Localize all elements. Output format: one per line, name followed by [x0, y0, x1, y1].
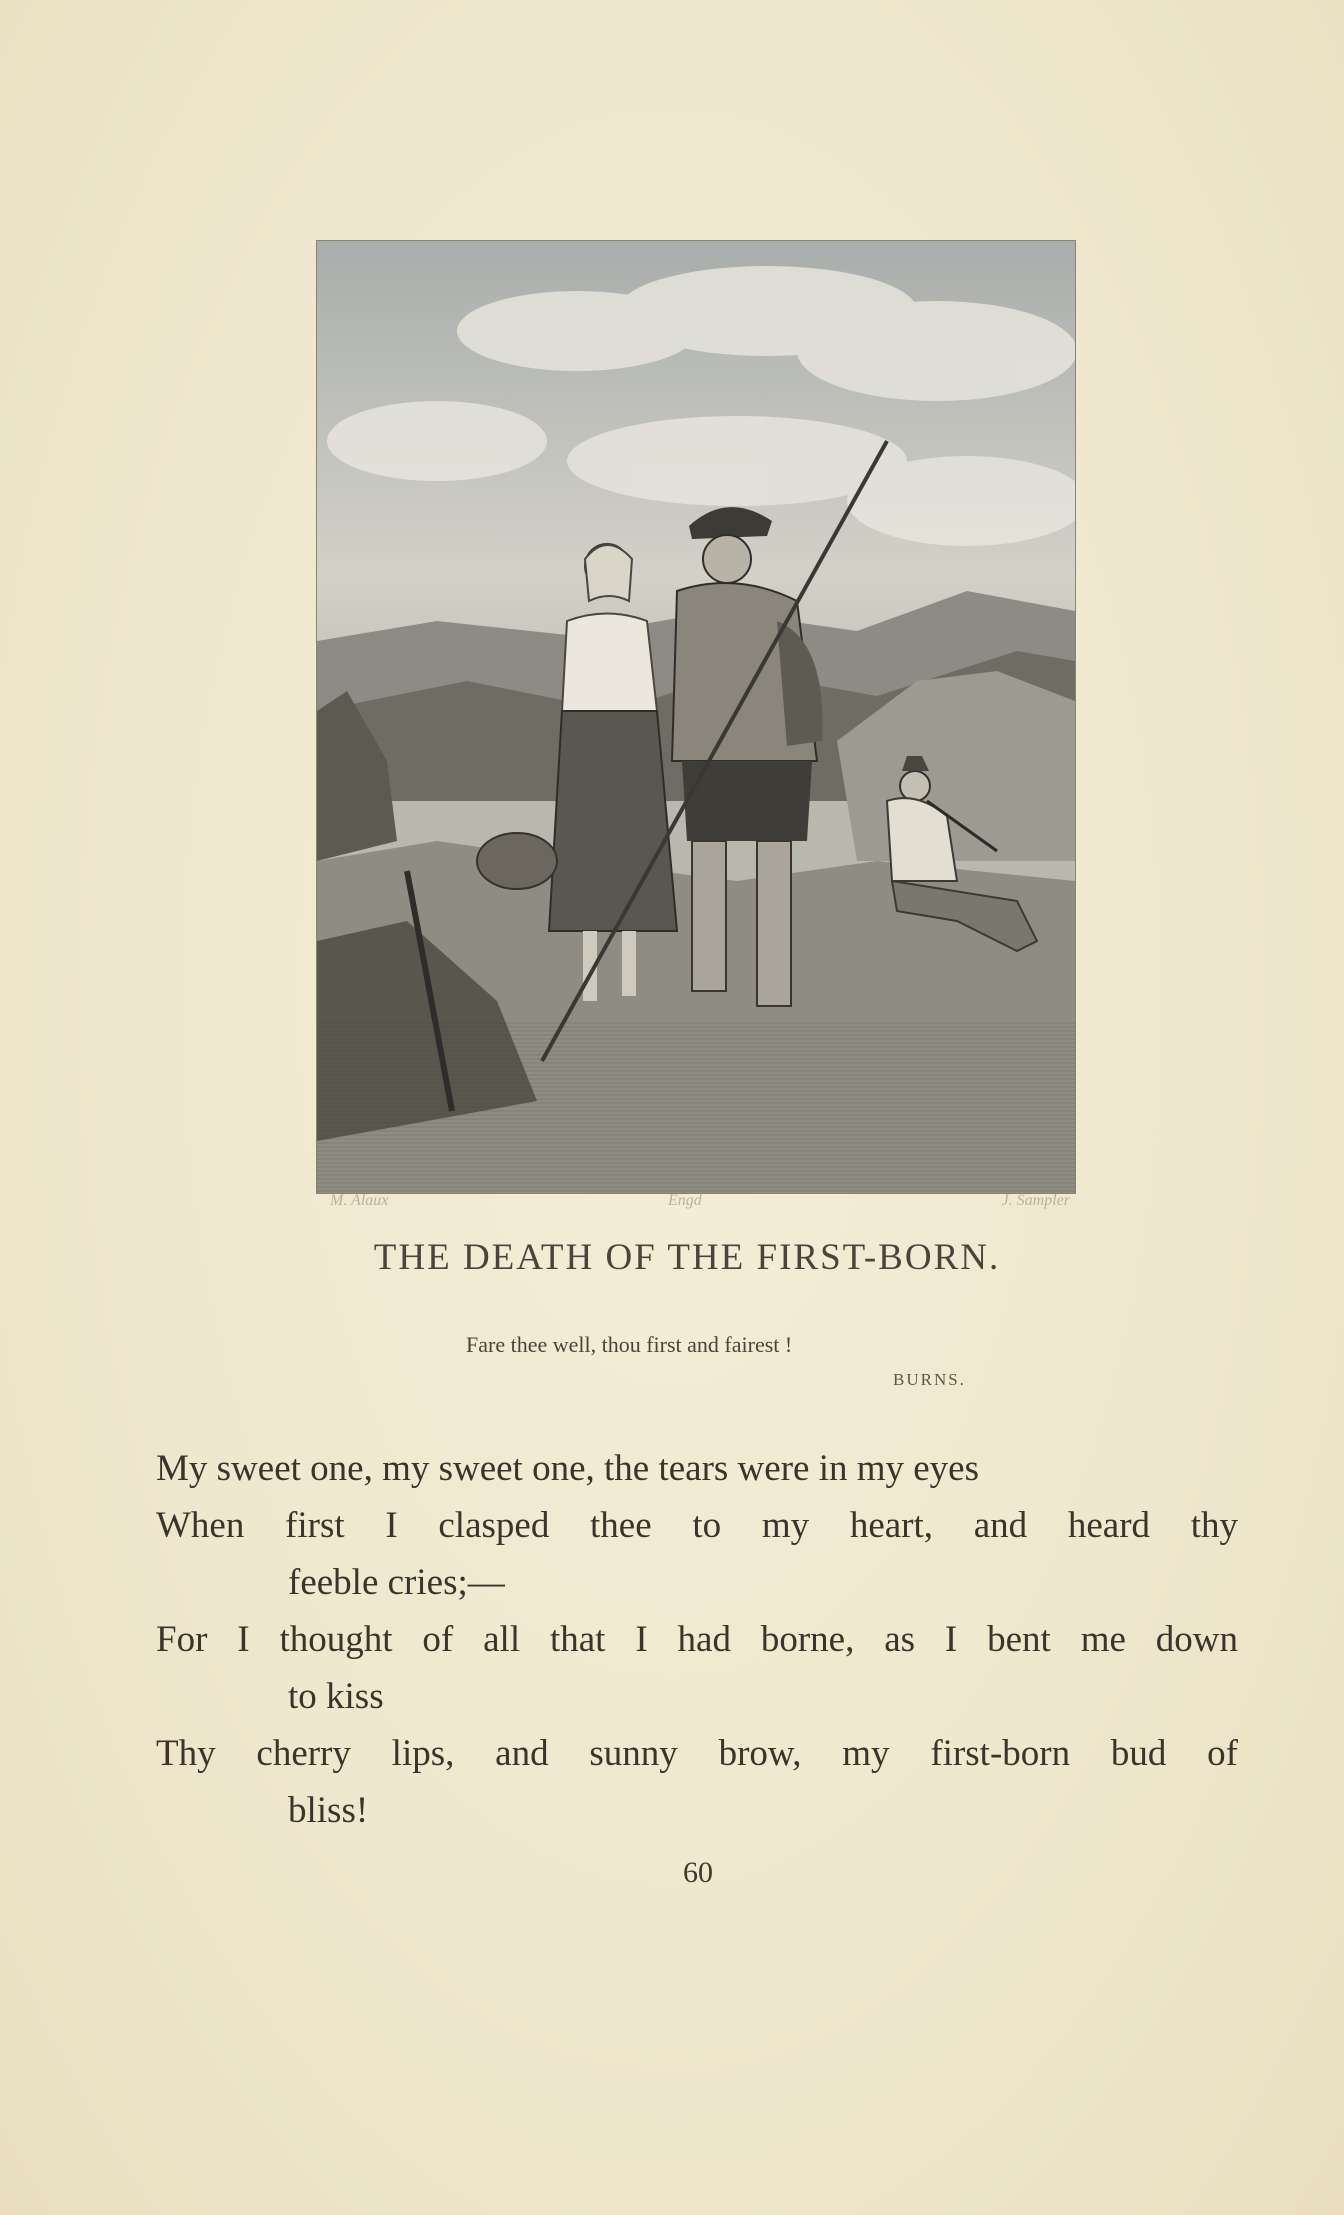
engraving-credits: [316, 1188, 1074, 1218]
credit-engraving: Engd: [668, 1192, 702, 1209]
engraving-art: [317, 241, 1075, 1193]
poem-line-continuation: bliss!: [288, 1790, 369, 1831]
poem-line: Thy cherry lips, and sunny brow, my first-born bud of: [156, 1733, 1238, 1774]
epigraph-text: Fare thee well, thou first and fairest !: [466, 1332, 793, 1357]
poem-line: For I thought of all that I had borne, as I bent me down: [156, 1619, 1238, 1660]
poem-body: [156, 1440, 1238, 1839]
poem-line: My sweet one, my sweet one, the tears were in my eyes: [156, 1448, 979, 1489]
engraving-illustration: [316, 240, 1076, 1194]
poem-title: THE DEATH OF THE FIRST-BORN.: [373, 1237, 1001, 1278]
credit-engraver: J. Sampler: [1001, 1192, 1070, 1209]
poem-line-continuation: to kiss: [288, 1676, 384, 1717]
poem-line: When first I clasped thee to my heart, and heard thy: [156, 1505, 1238, 1546]
page-number: 60: [683, 1856, 713, 1889]
poem-line-continuation: feeble cries;—: [288, 1562, 505, 1603]
credit-artist: M. Alaux: [330, 1192, 389, 1209]
basket: [477, 833, 557, 889]
epigraph-author: BURNS.: [893, 1370, 966, 1389]
